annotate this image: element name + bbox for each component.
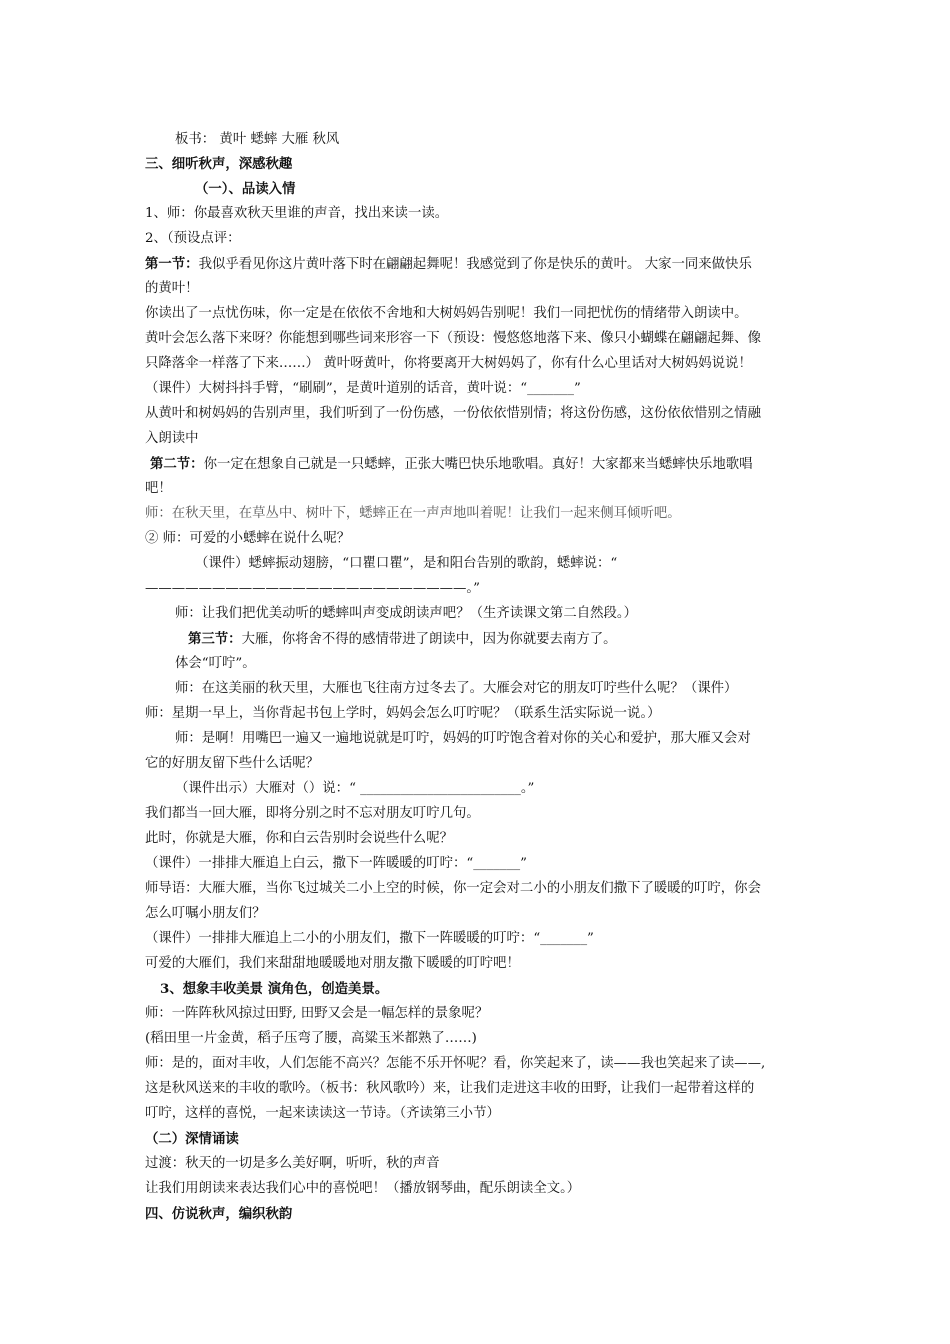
- paragraph-line: 师：在这美丽的秋天里，大雁也飞往南方过冬去了。大雁会对它的朋友叮咛些什么呢？（课件）: [175, 681, 738, 696]
- paragraph-line: 你读出了一点忧伤味，你一定是在依依不舍地和大树妈妈告别呢！我们一同把忧伤的情绪带入朗读中。: [145, 306, 748, 321]
- paragraph-line: 这是秋风送来的丰收的歌吟。（板书：秋风歌吟）来，让我们走进这丰收的田野，让我们一起带着这样的: [145, 1081, 755, 1096]
- paragraph-line: 第一节：我似乎看见你这片黄叶落下时在翩翩起舞呢！我感觉到了你是快乐的黄叶。 大家一同来做快乐: [145, 256, 752, 272]
- paragraph-line: 吧！: [145, 481, 172, 496]
- paragraph-line: 体会“叮咛”。: [175, 656, 256, 671]
- paragraph-line: 师：在秋天里，在草丛中、树叶下，蟋蟀正在一声声地叫着呢！让我们一起来侧耳倾听吧。: [145, 506, 681, 521]
- paragraph-line: 师：是的，面对丰收，人们怎能不高兴？怎能不乐开怀呢？看，你笑起来了，读——我也笑起来了读——,: [145, 1056, 766, 1071]
- section-heading-3: 三、细听秋声，深感秋趣: [145, 156, 293, 172]
- paragraph-line: 黄叶会怎么落下来呀？你能想到哪些词来形容一下（预设：慢悠悠地落下来、像只小蝴蝶在翩翩起舞、像: [145, 331, 761, 346]
- paragraph-line: (稻田里一片金黄，稻子压弯了腰，高粱玉米都熟了……): [145, 1031, 477, 1046]
- paragraph-line: （课件）大树抖抖手臂，“刷刷”，是黄叶道别的话音，黄叶说：“_______”: [145, 381, 581, 396]
- paragraph-line: 师：一阵阵秋风掠过田野, 田野又会是一幅怎样的景象呢？: [145, 1006, 489, 1021]
- paragraph-line: 师导语：大雁大雁，当你飞过城关二小上空的时候，你一定会对二小的小朋友们撒下了暖暖的叮咛，你会: [145, 881, 761, 896]
- paragraph-line: 2、（预设点评：: [145, 231, 241, 246]
- step-heading-3: 3、想象丰收美景 演角色，创造美景。: [160, 981, 389, 997]
- board-note: 板书： 黄叶 蟋蟀 大雁 秋风: [175, 132, 340, 147]
- subsection-heading-1: （一）、品读入情: [195, 181, 296, 197]
- paragraph-line: 只降落伞一样落了下来……） 黄叶呀黄叶，你将要离开大树妈妈了，你有什么心里话对大树妈妈说说！: [145, 356, 752, 371]
- paragraph-line: 让我们用朗读来表达我们心中的喜悦吧！（播放钢琴曲，配乐朗读全文。）: [145, 1181, 581, 1196]
- paragraph-line: 它的好朋友留下些什么话呢？: [145, 756, 320, 771]
- stanza-label: 第一节：: [145, 256, 199, 272]
- paragraph-line: 入朗读中: [145, 431, 199, 446]
- paragraph-line: （课件）一排排大雁追上二小的小朋友们，撒下一阵暖暖的叮咛：“_______”: [145, 931, 594, 946]
- paragraph-line: ② 师：可爱的小蟋蟀在说什么呢？: [145, 531, 351, 546]
- paragraph-line: 1、师：你最喜欢秋天里谁的声音，找出来读一读。: [145, 206, 449, 221]
- paragraph-line: 我们都当一回大雁，即将分别之时不忘对朋友叮咛几句。: [145, 806, 480, 821]
- paragraph-line: 第二节：你一定在想象自己就是一只蟋蟀，正张大嘴巴快乐地歌唱。真好！大家都来当蟋蟀快乐地歌唱: [150, 456, 753, 472]
- subsection-heading-2: （二）深情诵读: [145, 1131, 239, 1147]
- paragraph-line: 过渡：秋天的一切是多么美好啊，听听，秋的声音: [145, 1156, 440, 1171]
- paragraph-line: 叮咛，这样的喜悦，一起来读读这一节诗。（齐读第三小节）: [145, 1106, 500, 1121]
- paragraph-line: 第三节：大雁，你将舍不得的感情带进了朗读中，因为你就要去南方了。: [188, 631, 617, 647]
- paragraph-line: （课件）一排排大雁追上白云，撒下一阵暖暖的叮咛：“_______”: [145, 856, 527, 871]
- paragraph-line: 师：让我们把优美动听的蟋蟀叫声变成朗读声吧？（生齐读课文第二自然段。）: [175, 606, 637, 621]
- dash-blank-line: ————————————————————————。”: [145, 581, 480, 596]
- paragraph-line: 师：星期一早上，当你背起书包上学时，妈妈会怎么叮咛呢？（联系生活实际说一说。）: [145, 706, 661, 721]
- stanza-label: 第二节：: [150, 456, 204, 472]
- stanza-label: 第三节：: [188, 631, 242, 647]
- paragraph-line: 师：是啊！用嘴巴一遍又一遍地说就是叮咛，妈妈的叮咛饱含着对你的关心和爱护，那大雁又会对: [175, 731, 751, 746]
- paragraph-line: 的黄叶！: [145, 281, 199, 296]
- paragraph-line: 从黄叶和树妈妈的告别声里，我们听到了一份伤感，一份依依惜别情；将这份伤感，这份依依惜别之情融: [145, 406, 761, 421]
- paragraph-line: （课件出示）大雁对（）说：“ ________________________。”: [175, 781, 535, 796]
- paragraph-line: （课件）蟋蟀振动翅膀，“口瞿口瞿”，是和阳台告别的歌韵，蟋蟀说：“: [195, 556, 618, 571]
- paragraph-line: 可爱的大雁们，我们来甜甜地暖暖地对朋友撒下暖暖的叮咛吧！: [145, 956, 520, 971]
- section-heading-4: 四、仿说秋声，编织秋韵: [145, 1206, 293, 1222]
- paragraph-line: 此时，你就是大雁，你和白云告别时会说些什么呢？: [145, 831, 453, 846]
- paragraph-line: 怎么叮嘱小朋友们？: [145, 906, 266, 921]
